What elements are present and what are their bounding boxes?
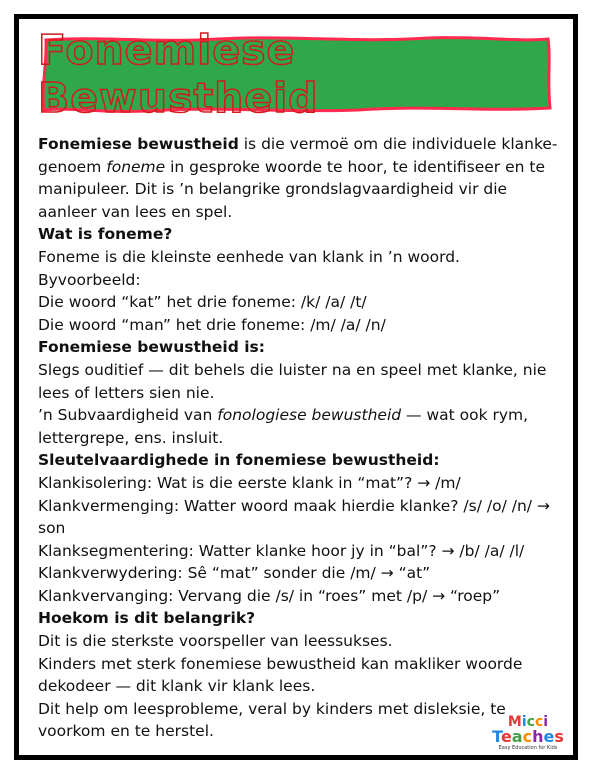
content-body: [38, 133, 558, 743]
example-label: Byvoorbeeld:: [38, 270, 141, 289]
phoneme-definition: Foneme is die kleinste eenhede van klank in ’n woord.: [38, 247, 460, 266]
section-heading-what-is-phonemes: Wat is foneme?: [38, 225, 173, 244]
section-heading-awareness-is: Fonemiese bewustheid is:: [38, 338, 265, 357]
phonological-emphasis: fonologiese bewustheid: [217, 406, 402, 425]
reason-decoding: Kinders met sterk fonemiese bewustheid kan makliker woorde dekodeer — dit klank vir klank lees.: [38, 654, 523, 696]
brand-logo: [490, 715, 566, 752]
reason-predictor: Dit is die sterkste voorspeller van leessukses.: [38, 632, 393, 651]
skill-substitution: Klankvervanging: Vervang die /s/ in “roes” met /p/ → “roep”: [38, 586, 501, 605]
intro-paragraph: Fonemiese bewustheid is die vermoë om die individuele klanke-genoem foneme in gesproke woorde te hoor, te identifiseer en te manipuleer. Dit is ’n belangrike grondslagvaardigheid vir die aanleer van lees en spel.: [38, 135, 558, 221]
page-title: Fonemiese Bewustheid: [38, 26, 319, 122]
foneme-emphasis: foneme: [106, 157, 166, 176]
example-kat: Die woord “kat” het drie foneme: /k/ /a/ /t/: [38, 293, 367, 312]
skill-segmentation: Klanksegmentering: Watter klanke hoor jy in “bal”? → /b/ /a/ /l/: [38, 541, 525, 560]
intro-term: Fonemiese bewustheid: [38, 135, 239, 153]
logo-tagline: Easy Education for Kids: [498, 745, 558, 751]
skill-isolation: Klankisolering: Wat is die eerste klank in “mat”? → /m/: [38, 473, 461, 492]
skill-deletion: Klankverwydering: Sê “mat” sonder die /m/ → “at”: [38, 564, 431, 583]
point-subskill: ’n Subvaardigheid van fonologiese bewustheid — wat ook rym, lettergrepe, ens. insluit.: [38, 406, 529, 447]
title-banner: [38, 26, 554, 122]
logo-line-2: Teaches: [492, 727, 564, 746]
reason-dyslexia: Dit help om leesprobleme, veral by kinders met disleksie, te voorkom en te herstel.: [38, 699, 506, 741]
example-man: Die woord “man” het drie foneme: /m/ /a/ /n/: [38, 315, 386, 334]
point-auditory: Slegs ouditief — dit behels die luister na en speel met klanke, nie lees of letters sien nie.: [38, 360, 547, 402]
section-heading-key-skills: Sleutelvaardighede in fonemiese bewustheid:: [38, 451, 440, 470]
skill-blending: Klankvermenging: Watter woord maak hierdie klanke? /s/ /o/ /n/ → son: [38, 496, 550, 538]
logo-line-1: Micci: [507, 714, 549, 730]
section-heading-why-important: Hoekom is dit belangrik?: [38, 609, 256, 628]
